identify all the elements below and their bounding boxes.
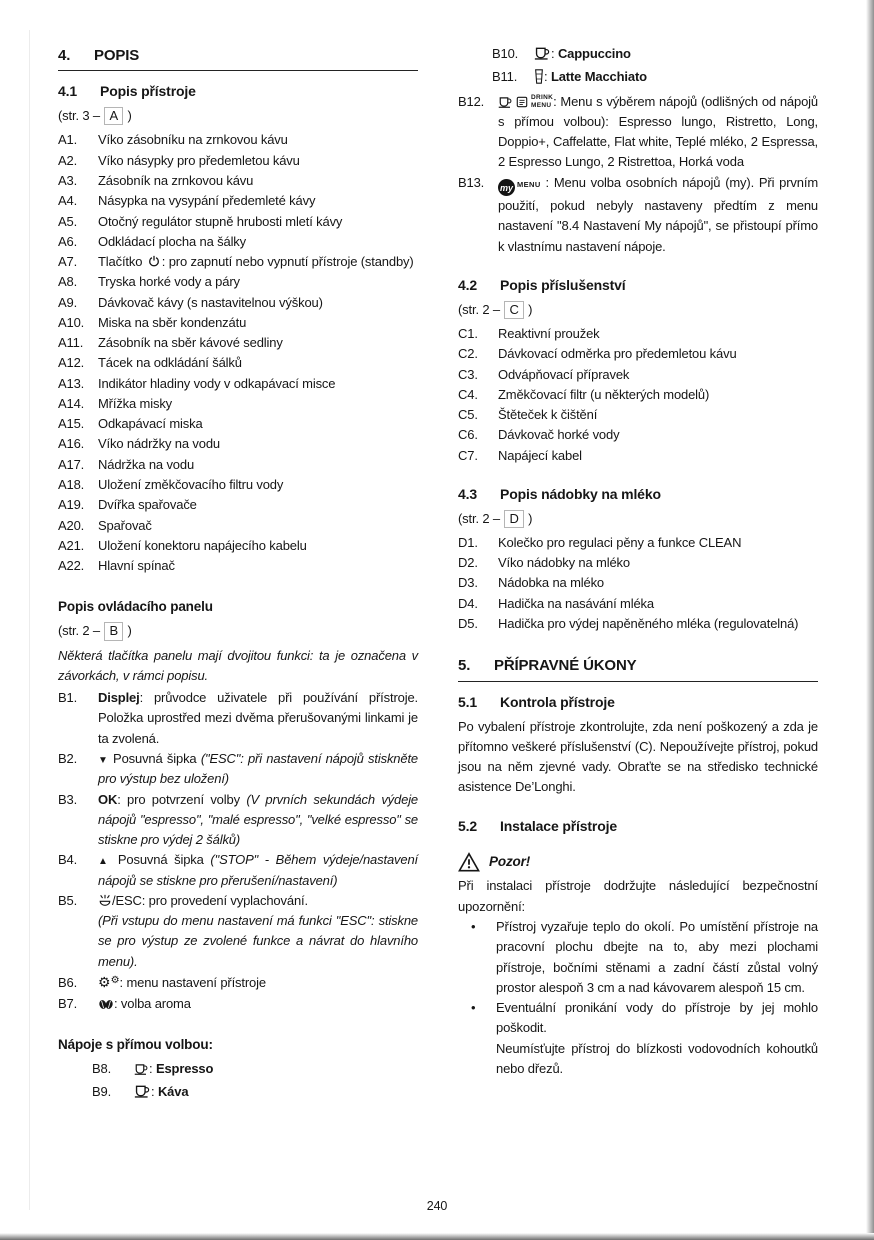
subsection-number: 4.1	[58, 83, 78, 100]
bullet-marker: •	[471, 918, 476, 934]
list-item: B4. ▲ Posuvná šipka ("STOP" - Během výdeje/nastavení nápojů se stiskne pro přerušení/nastavení)	[58, 852, 418, 888]
scan-edge-right	[866, 0, 874, 1240]
list-item: A12. Tácek na odkládání šálků	[58, 355, 242, 371]
list-item: A9. Dávkovač kávy (s nastavitelnou výškou)	[58, 294, 323, 310]
subsection-title: Popis přístroje	[100, 83, 196, 100]
list-item: A1. Víko zásobníku na zrnkovou kávu	[58, 132, 288, 148]
section-51-paragraph: Po vybalení přístroje zkontrolujte, zda není poškozený a zda je přítomno veškeré příslušenství (C). Nepoužívejte přístroj, pokud jsou na něm zjevné vady. Obraťte se na středisko technické asistence De’Longhi.	[458, 718, 818, 795]
section-52-intro: Při instalaci přístroje dodržujte následující bezpečnostní upozornění:	[458, 878, 818, 914]
rinse-icon	[98, 894, 112, 907]
list-item: B6. ⚙⚙: menu nastavení přístroje	[58, 973, 266, 990]
note-item: Neumísťujte přístroj do blízkosti vodovodních kohoutků nebo dřezů.	[496, 1040, 818, 1076]
list-item: D1. Kolečko pro regulaci pěny a funkce CLEAN	[458, 534, 742, 550]
list-item: A5. Otočný regulátor stupně hrubosti mletí kávy	[58, 213, 343, 229]
two-column-layout	[58, 44, 818, 1103]
panel-note: Některá tlačítka panelu mají dvojitou funkci: ta je označena v závorkách, v rámci popisu.	[58, 647, 418, 683]
subsection-title: Popis příslušenství	[500, 276, 626, 293]
list-item: C7. Napájecí kabel	[458, 447, 582, 463]
list-item: A19. Dvířka spařovače	[58, 497, 197, 513]
section-41-heading	[58, 81, 418, 103]
section-42-heading	[458, 275, 818, 297]
left-column	[58, 44, 418, 1103]
scan-edge-left	[29, 30, 30, 1210]
right-column	[458, 44, 818, 1103]
figure-reference: (str. 2 – B )	[58, 621, 418, 641]
list-item: B1. Displej: průvodce uživatele při používání přístroje. Položka uprostřed mezi dvěma přerušovanými linkami je ta zvolená.	[58, 690, 418, 746]
my-icon: my	[498, 179, 515, 196]
drink-item: B10. : Cappuccino	[492, 46, 631, 61]
espresso-cup-icon	[134, 1063, 149, 1075]
section-title: POPIS	[94, 47, 140, 64]
warning-title: Pozor!	[489, 854, 531, 870]
section-number: 4.	[58, 47, 71, 64]
section-divider	[58, 70, 418, 71]
list-item: D5. Hadička pro výdej napěněného mléka (regulovatelná)	[458, 616, 799, 632]
section-51-heading	[458, 692, 818, 714]
panel-heading: Popis ovládacího panelu	[58, 599, 213, 615]
list-item: C4. Změkčovací filtr (u některých modelů)	[458, 386, 710, 402]
list-item: A14. Mřížka misky	[58, 395, 173, 411]
figure-letter: C	[504, 301, 523, 319]
figure-reference: (str. 3 – A )	[58, 106, 418, 126]
warning-block	[458, 851, 818, 872]
list-item: A15. Odkapávací miska	[58, 416, 203, 432]
figure-letter: B	[104, 622, 123, 640]
down-arrow-icon: ▼	[98, 754, 109, 766]
list-item: A10. Miska na sběr kondenzátu	[58, 314, 247, 330]
list-item: A6. Odkládací plocha na šálky	[58, 233, 247, 249]
drink-item: B11. : Latte Macchiato	[492, 69, 647, 85]
aroma-icon	[98, 999, 114, 1010]
list-item: B12. DRINK MENU : Menu s výběrem nápojů (odlišných od nápojů s přímou volbou): Espresso lungo, Ristretto, Long, Doppio+, Caffelatte, Flat white, Teplé mléko, 2 Espressa, 2 Espresso Lungo, 2 Ristrettoa, Horká voda	[458, 93, 818, 170]
subsection-number: 5.1	[458, 693, 478, 710]
figure-reference: (str. 2 – D )	[458, 509, 818, 529]
list-item: A2. Víko násypky pro předemletou kávu	[58, 152, 300, 168]
subsection-number: 4.2	[458, 276, 478, 293]
cappuccino-cup-icon	[534, 46, 551, 60]
figure-letter: D	[504, 510, 523, 528]
list-item: A4. Násypka na vysypání předemleté kávy	[58, 193, 316, 209]
list-item: C1. Reaktivní proužek	[458, 326, 600, 341]
subsection-title: Popis nádobky na mléko	[500, 485, 661, 502]
drink-item: B9. : Káva	[92, 1084, 189, 1100]
page-number: 240	[426, 1198, 448, 1213]
list-item: A3. Zásobník na zrnkovou kávu	[58, 173, 254, 189]
list-item: B3. OK: pro potvrzení volby (V prvních sekundách výdeje nápojů "espresso", "malé espresso", "velké espresso" se stiskne pro výdej 2 šálků)	[58, 791, 419, 848]
direct-drinks-heading: Nápoje s přímou volbou:	[58, 1036, 213, 1052]
section-title: PŘÍPRAVNÉ ÚKONY	[494, 657, 637, 675]
list-item: A17. Nádržka na vodu	[58, 456, 195, 472]
list-item: C2. Dávkovací odměrka pro předemletou kávu	[458, 346, 737, 362]
section-52-heading	[458, 816, 818, 838]
power-icon	[148, 255, 160, 267]
list-item: A22. Hlavní spínač	[58, 558, 175, 574]
bullet-item: • Přístroj vyzařuje teplo do okolí. Po umístění přístroje na pracovní plochu dbejte na to, aby mezi plochami přístroje, bočními stěnami a zadní částí zůstal volný prostor alespoň 3 cm a nad kávovarem alespoň 15 cm.	[458, 917, 818, 998]
subsection-title: Kontrola přístroje	[500, 693, 615, 710]
list-item: A11. Zásobník na sběr kávové sedliny	[58, 335, 283, 351]
subsection-number: 5.2	[458, 817, 478, 834]
list-item: A8. Tryska horké vody a páry	[58, 274, 240, 290]
section-divider	[458, 681, 818, 682]
warning-icon	[458, 852, 480, 872]
drink-item: B8. : Espresso	[92, 1061, 214, 1077]
section-43-heading	[458, 484, 818, 506]
drink-menu-icon: DRINK MENU	[498, 94, 553, 109]
section-number: 5.	[458, 657, 471, 675]
bullet-marker: •	[471, 1000, 476, 1016]
menu-page-icon	[516, 96, 528, 108]
list-item: B7. : volba aroma	[58, 995, 191, 1011]
latte-glass-icon	[534, 69, 544, 84]
list-item: C3. Odvápňovací přípravek	[458, 366, 630, 382]
list-item: D4. Hadička na nasávání mléka	[458, 595, 654, 611]
list-item: A16. Víko nádržky na vodu	[58, 436, 221, 452]
bullet-item: • Eventuální pronikání vody do přístroje by jej mohlo poškodit.	[458, 998, 818, 1039]
scan-edge-bottom	[0, 1233, 874, 1240]
list-item: C6. Dávkovač horké vody	[458, 427, 620, 443]
menu-label: MENU	[517, 179, 541, 189]
section-4-heading	[58, 44, 418, 67]
subsection-title: Instalace přístroje	[500, 817, 617, 834]
list-item: D3. Nádobka na mléko	[458, 575, 604, 591]
list-item: B13. my MENU : Menu volba osobních nápojů (my). Při prvním použití, pokud nebyly nastaveny předtím z menu nastavení "8.4 Nastavení My nápojů", se přistoupí přímo k vlastnímu nastavení nápoje.	[458, 174, 818, 254]
list-item: A13. Indikátor hladiny vody v odkapávací misce	[58, 375, 336, 391]
cup-icon	[498, 96, 513, 108]
settings-icon: ⚙⚙	[98, 973, 120, 990]
figure-reference: (str. 2 – C )	[458, 300, 818, 320]
list-item: A7. Tlačítko : pro zapnutí nebo vypnutí přístroje (standby)	[58, 254, 414, 270]
figure-letter: A	[104, 107, 123, 125]
subsection-number: 4.3	[458, 485, 478, 502]
list-item: A18. Uložení změkčovacího filtru vody	[58, 477, 284, 492]
list-item: D2. Víko nádobky na mléko	[458, 555, 630, 571]
list-item: B2. ▼ Posuvná šipka ("ESC": při nastavení nápojů stiskněte pro výstup bez uložení)	[58, 750, 418, 787]
list-item: C5. Štěteček k čištění	[458, 407, 598, 423]
coffee-cup-icon	[134, 1084, 151, 1098]
list-item: B5. /ESC: pro provedení vyplachování. (Při vstupu do menu nastavení má funkci "ESC": stiskne se pro výstup ze zvolené funkce a návrat do hlavního menu).	[58, 892, 418, 969]
section-5-heading	[458, 654, 818, 677]
up-arrow-icon: ▲	[98, 856, 112, 868]
list-item: A20. Spařovač	[58, 517, 152, 533]
list-item: A21. Uložení konektoru napájecího kabelu	[58, 537, 307, 553]
